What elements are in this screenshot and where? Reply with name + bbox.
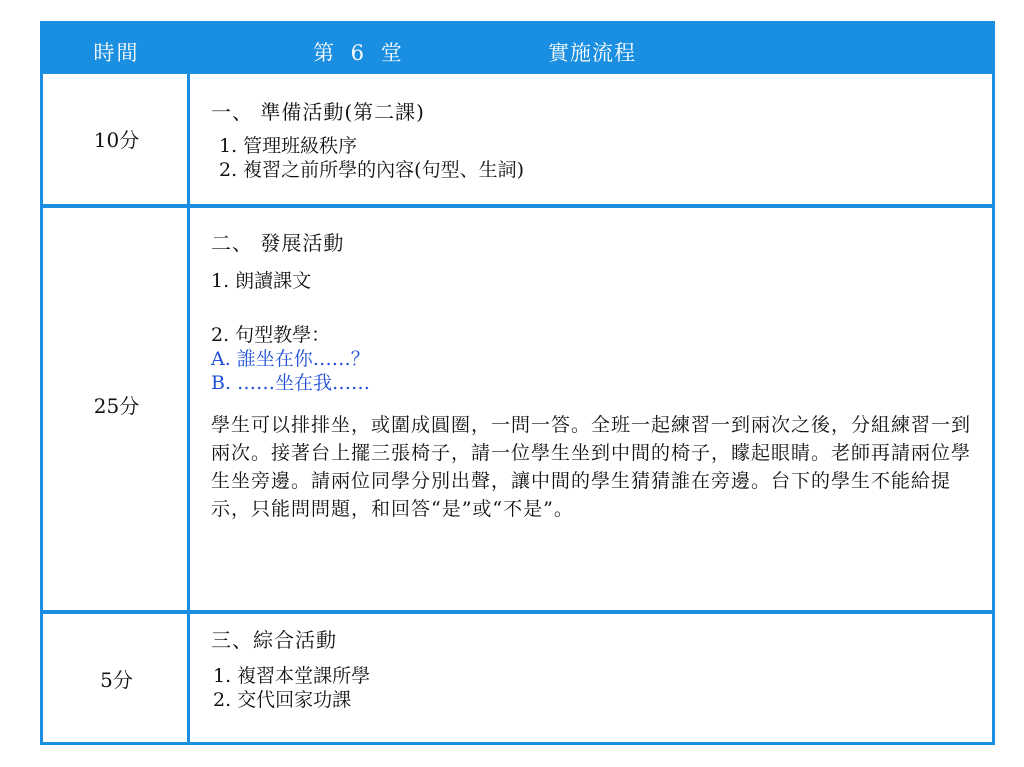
list-item: 1. 複習本堂課所學 bbox=[213, 665, 371, 687]
row-content-consolidation bbox=[211, 628, 978, 712]
row-content-prep bbox=[211, 100, 978, 182]
list-item: 1. 朗讀課文 bbox=[211, 270, 312, 292]
row-time-10: 10分 bbox=[93, 128, 140, 152]
lesson-plan-table bbox=[40, 21, 995, 745]
list-item: 2. 交代回家功課 bbox=[213, 689, 352, 711]
row-divider bbox=[43, 204, 992, 208]
row-time-5: 5分 bbox=[100, 668, 133, 692]
section-title: 二、 發展活動 bbox=[211, 231, 345, 255]
section-title: 三、綜合活動 bbox=[211, 628, 337, 652]
row-content-development bbox=[211, 231, 978, 523]
sentence-pattern-a: A. 誰坐在你……？ bbox=[211, 348, 370, 370]
header-time-label: 時間 bbox=[93, 41, 140, 65]
row-time-25: 25分 bbox=[93, 394, 140, 418]
list-item: 2. 複習之前所學的內容(句型、生詞) bbox=[219, 159, 524, 181]
table-header bbox=[43, 24, 992, 74]
header-flow-label: 實施流程 bbox=[548, 41, 636, 65]
header-lesson-title: 第 6 堂 bbox=[313, 41, 402, 65]
sentence-pattern-b: B. ……坐在我…… bbox=[211, 372, 371, 394]
row-divider bbox=[43, 610, 992, 614]
list-item: 2. 句型教學： bbox=[211, 324, 331, 346]
list-item: 1. 管理班級秩序 bbox=[219, 135, 358, 157]
activity-description: 學生可以排排坐，或圍成圓圈，一問一答。全班一起練習一到兩次之後，分組練習一到兩次。接著台上擺三張椅子，請一位學生坐到中間的椅子，矇起眼睛。老師再請兩位學生坐旁邊。請兩位同學分別出聲，讓中間的學生猜猜誰在旁邊。台下的學生不能給提示，只能問問題，和回答“是”或“不是”。 bbox=[211, 414, 972, 520]
section-title: 一、 準備活動(第二課) bbox=[211, 100, 425, 124]
